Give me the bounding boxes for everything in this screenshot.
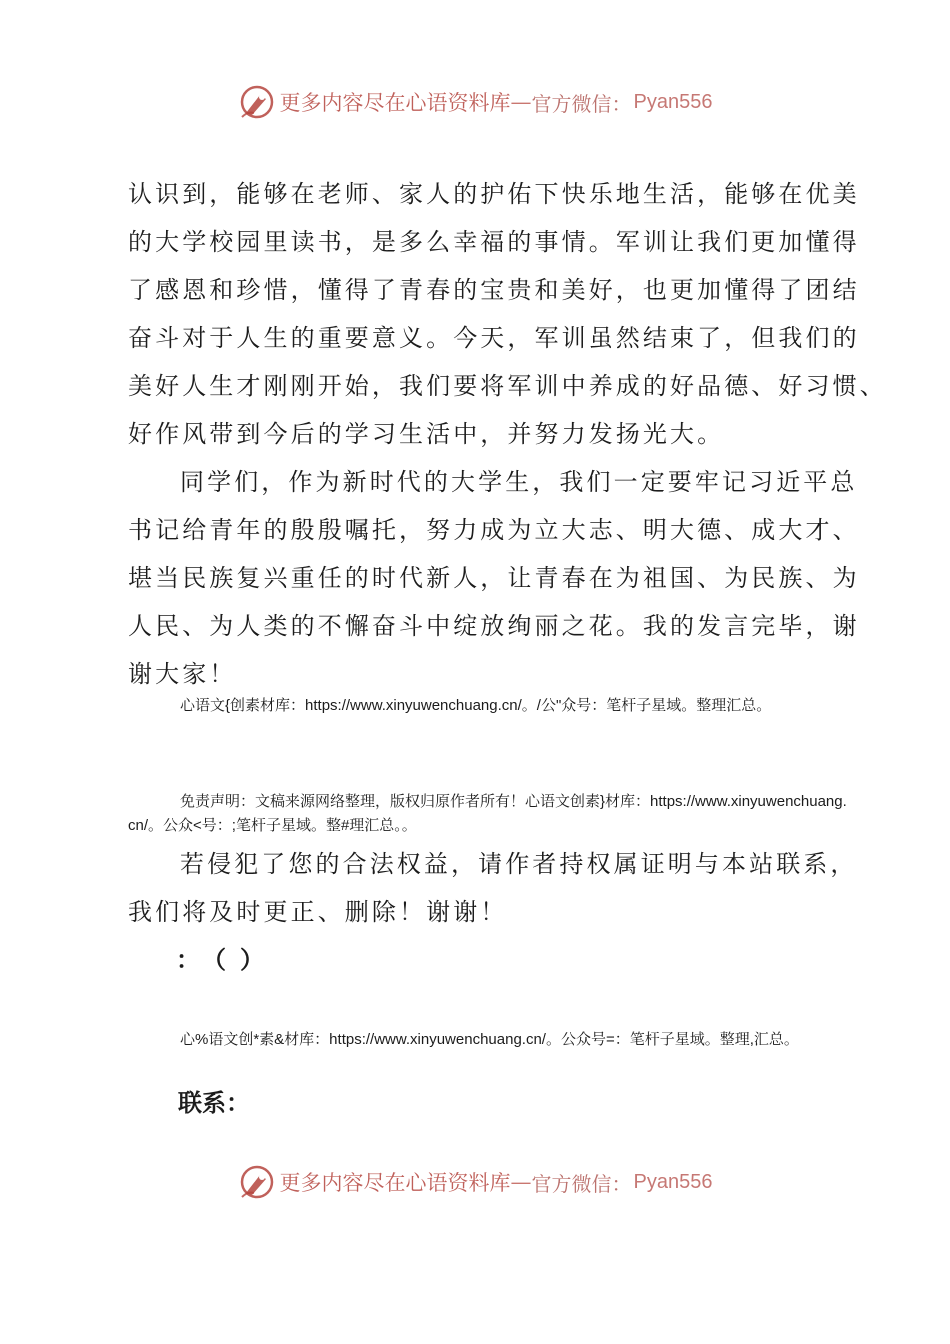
banner-slogan: 更多内容尽在心语资料库 bbox=[279, 1171, 511, 1195]
body-line: 堪当民族复兴重任的时代新人，让青春在为祖国、为民族、为 bbox=[128, 564, 860, 592]
pen-nib-logo-icon bbox=[238, 83, 276, 121]
body-line: 美好人生才刚刚开始，我们要将军训中养成的好品德、好习惯、 bbox=[128, 372, 887, 400]
disclaimer-note: 免责声明：文稿来源网络整理，版权归原作者所有！心语文创素}材库：https://www.xinyuwenchuang.cn/。公众<号：;笔杆子星域。整#理汇总。。 bbox=[128, 793, 847, 834]
colon-paren-line: ：（） bbox=[176, 946, 278, 974]
source-note-2: 心%语文创*素&材库：https://www.xinyuwenchuang.cn/。公众号=：笔杆子星域。整理,汇总。 bbox=[180, 1031, 799, 1048]
banner-wechat-label: 官方微信： bbox=[531, 91, 632, 116]
body-line: 的大学校园里读书，是多么幸福的事情。军训让我们更加懂得 bbox=[128, 228, 860, 256]
source-note: 心语文{创素材库：https://www.xinyuwenchuang.cn/。/公"众号：笔杆子星域。整理汇总。 bbox=[180, 697, 772, 714]
infringe-line: 若侵犯了您的合法权益，请作者持权属证明与本站联系， bbox=[180, 850, 858, 878]
body-line: 人民、为人类的不懈奋斗中绽放绚丽之花。我的发言完毕，谢 bbox=[128, 612, 860, 640]
pen-nib-logo-icon bbox=[238, 1163, 276, 1201]
banner-slogan: 更多内容尽在心语资料库 bbox=[279, 91, 511, 115]
banner-separator: — bbox=[510, 1170, 532, 1194]
body-line: 认识到，能够在老师、家人的护佑下快乐地生活，能够在优美 bbox=[128, 180, 860, 208]
body-line: 好作风带到今后的学习生活中，并努力发扬光大。 bbox=[128, 420, 725, 448]
footer-banner bbox=[0, 1160, 950, 1204]
banner-wechat-label: 官方微信： bbox=[531, 1171, 632, 1196]
banner-separator: — bbox=[510, 90, 532, 114]
header-banner bbox=[0, 80, 950, 124]
banner-wechat-id: Pyan556 bbox=[633, 90, 713, 113]
body-line: 谢大家！ bbox=[128, 660, 237, 688]
contact-label: 联系： bbox=[178, 1089, 250, 1117]
body-line: 同学们，作为新时代的大学生，我们一定要牢记习近平总 bbox=[180, 468, 858, 496]
body-line: 奋斗对于人生的重要意义。今天，军训虽然结束了，但我们的 bbox=[128, 324, 860, 352]
body-line: 了感恩和珍惜，懂得了青春的宝贵和美好，也更加懂得了团结 bbox=[128, 276, 860, 304]
body-line: 书记给青年的殷殷嘱托，努力成为立大志、明大德、成大才、 bbox=[128, 516, 860, 544]
banner-wechat-id: Pyan556 bbox=[633, 1170, 713, 1193]
infringe-line: 我们将及时更正、删除！谢谢！ bbox=[128, 898, 508, 926]
